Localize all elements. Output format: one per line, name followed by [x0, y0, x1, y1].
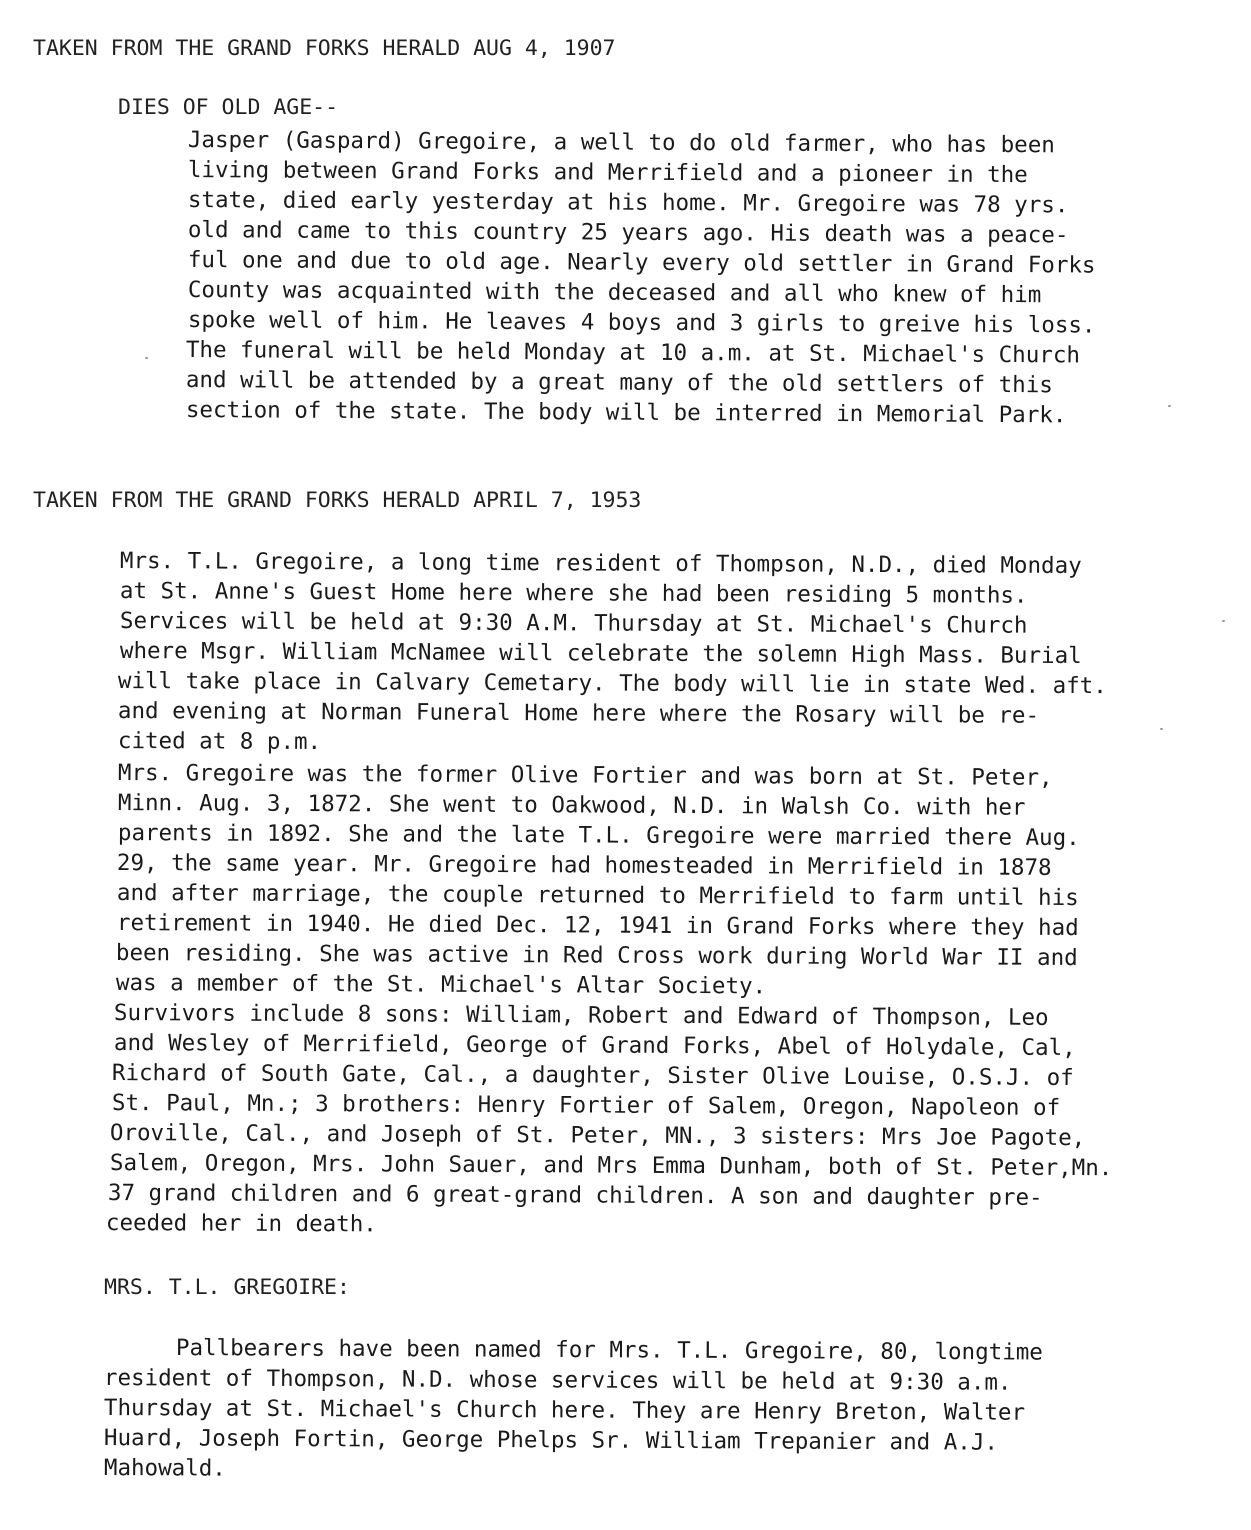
- article1-line: County was acquainted with the deceased and all who knew of him: [187, 277, 1042, 309]
- article2-line: and Wesley of Merrifield, George of Grand Forks, Abel of Holydale, Cal,: [113, 1030, 1076, 1062]
- article2-line: ceeded her in death.: [105, 1210, 377, 1238]
- article2-source: TAKEN FROM THE GRAND FORKS HERALD APRIL 7, 1953: [33, 488, 642, 513]
- article2-line: where Msgr. William McNamee will celebrate the solemn High Mass. Burial: [119, 638, 1082, 670]
- article2-line: will take place in Calvary Cemetary. The body will lie in state Wed. aft.: [117, 668, 1107, 700]
- article2-line: 37 grand children and 6 great-grand children. A son and daughter pre-: [107, 1180, 1043, 1211]
- article1-line: old and came to this country 25 years ago. His death was a peace-: [187, 217, 1069, 249]
- article2-line: Mrs. Gregoire was the former Olive Fortier and was born at St. Peter,: [117, 760, 1053, 791]
- article2-line: been residing. She was active in Red Cross work during World War II and: [115, 940, 1078, 972]
- article2-line: at St. Anne's Guest Home here where she had been residing 5 months.: [119, 578, 1028, 609]
- article2-line: St. Paul, Mn.; 3 brothers: Henry Fortier of Salem, Oregon, Napoleon of: [111, 1090, 1061, 1121]
- scan-speck: [1168, 405, 1171, 407]
- article1-line: spoke well of him. He leaves 4 boys and 3 girls to greive his loss.: [187, 307, 1096, 339]
- article2-line: Minn. Aug. 3, 1872. She went to Oakwood, N.D. in Walsh Co. with her: [117, 790, 1026, 821]
- article2-line: retirement in 1940. He died Dec. 12, 1941 in Grand Forks where they had: [116, 910, 1079, 942]
- article2-line: 29, the same year. Mr. Gregoire had homesteaded in Merrifield in 1878: [116, 850, 1052, 881]
- article3-line: resident of Thompson, N.D. whose services will be held at 9:30 a.m.: [103, 1365, 1012, 1396]
- article1-line: section of the state. The body will be interred in Memorial Park.: [185, 397, 1067, 429]
- article2-line: Services will be held at 9:30 A.M. Thursday at St. Michael's Church: [119, 608, 1028, 639]
- article1-line: Jasper (Gaspard) Gregoire, a well to do old farmer, who has been: [187, 127, 1055, 159]
- article2-line: parents in 1892. She and the late T.L. Gregoire were married there Aug.: [117, 820, 1080, 852]
- article1-line: state, died early yesterday at his home. Mr. Gregoire was 78 yrs.: [187, 187, 1069, 219]
- article1-line: The funeral will be held Monday at 10 a.m. at St. Michael's Church: [185, 337, 1081, 369]
- article3-line: Pallbearers have been named for Mrs. T.L. Gregoire, 80, longtime: [175, 1335, 1043, 1366]
- article1-line: ful one and due to old age. Nearly every old settler in Grand Forks: [187, 247, 1096, 279]
- article3-line: Thursday at St. Michael's Church here. They are Henry Breton, Walter: [103, 1395, 1026, 1426]
- article2-line: Salem, Oregon, Mrs. John Sauer, and Mrs Emma Dunham, both of St. Peter,Mn.: [109, 1150, 1113, 1182]
- scan-speck: [1160, 728, 1163, 730]
- article2-line: Oroville, Cal., and Joseph of St. Peter, MN., 3 sisters: Mrs Joe Pagote,: [109, 1120, 1086, 1152]
- article1-headline: DIES OF OLD AGE--: [118, 95, 339, 120]
- scan-speck: [145, 357, 148, 359]
- article3-headline: MRS. T.L. GREGOIRE:: [104, 1275, 350, 1300]
- article2-line: was a member of the St. Michael's Altar Society.: [115, 970, 767, 1000]
- article3-line: Huard, Joseph Fortin, George Phelps Sr. William Trepanier and A.J.: [103, 1425, 999, 1456]
- article1-line: living between Grand Forks and Merrifield and a pioneer in the: [187, 157, 1028, 189]
- article1-line: and will be attended by a great many of the old settlers of this: [185, 367, 1053, 399]
- article2-line: and after marriage, the couple returned to Merrifield to farm until his: [116, 880, 1079, 912]
- article2-line: cited at 8 p.m.: [117, 728, 322, 756]
- article2-line: Survivors include 8 sons: William, Robert and Edward of Thompson, Leo: [113, 1000, 1049, 1031]
- article2-line: Richard of South Gate, Cal., a daughter, Sister Olive Louise, O.S.J. of: [111, 1060, 1074, 1092]
- article2-line: and evening at Norman Funeral Home here where the Rosary will be re-: [117, 698, 1040, 729]
- article1-source: TAKEN FROM THE GRAND FORKS HERALD AUG 4, 1907: [33, 36, 616, 61]
- article2-line: Mrs. T.L. Gregoire, a long time resident of Thompson, N.D., died Monday: [119, 548, 1082, 580]
- scan-speck: [1222, 620, 1225, 622]
- article3-line: Mahowald.: [103, 1455, 226, 1482]
